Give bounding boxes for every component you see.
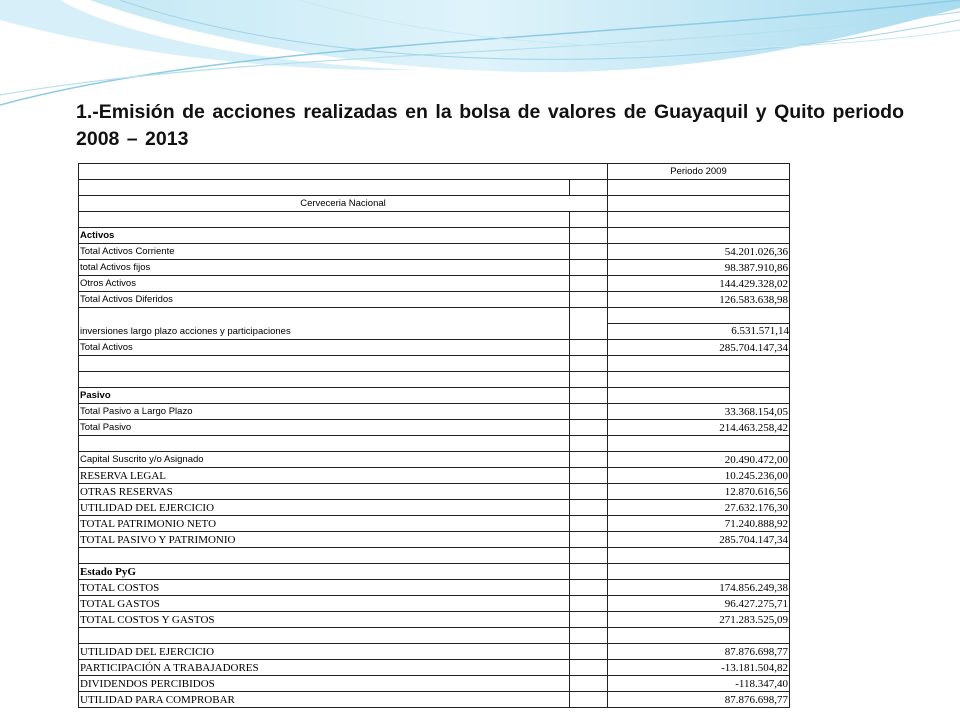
table-row	[79, 692, 790, 708]
row-value: 71.240.888,92	[608, 516, 790, 532]
row-value: 271.283.525,09	[608, 612, 790, 628]
row-label: Capital Suscrito y/o Asignado	[79, 452, 570, 468]
period-header: Periodo 2009	[608, 164, 790, 180]
row-value: 33.368.154,05	[608, 404, 790, 420]
section-estado-pyg: Estado PyG	[79, 564, 570, 580]
row-label: Total Pasivo a Largo Plazo	[79, 404, 570, 420]
company-name: Cerveceria Nacional	[79, 196, 608, 212]
table-row	[79, 276, 790, 292]
table-row	[79, 356, 790, 372]
table-row	[79, 420, 790, 436]
financial-table	[78, 163, 790, 708]
section-pasivo: Pasivo	[79, 388, 570, 404]
table-row	[79, 388, 790, 404]
table-row	[79, 548, 790, 564]
table-row	[79, 500, 790, 516]
row-label: PARTICIPACIÓN A TRABAJADORES	[79, 660, 570, 676]
table-row	[79, 468, 790, 484]
table-row	[79, 164, 790, 180]
table-row	[79, 436, 790, 452]
row-label: Total Activos Corriente	[79, 244, 570, 260]
row-value: 285.704.147,34	[608, 532, 790, 548]
slide-title: 1.-Emisión de acciones realizadas en la bolsa de valores de Guayaquil y Quito periodo 2008 – 2013	[76, 101, 904, 150]
row-label: Total Activos	[79, 340, 570, 356]
table-row	[79, 532, 790, 548]
row-label: TOTAL PATRIMONIO NETO	[79, 516, 570, 532]
row-label: UTILIDAD DEL EJERCICIO	[79, 644, 570, 660]
table-row	[79, 484, 790, 500]
table-row	[79, 212, 790, 228]
table-row	[79, 372, 790, 388]
row-value: 126.583.638,98	[608, 292, 790, 308]
row-label: Total Activos Diferidos	[79, 292, 570, 308]
row-value: 27.632.176,30	[608, 500, 790, 516]
table-row	[79, 644, 790, 660]
table-row	[79, 340, 790, 356]
row-label: RESERVA LEGAL	[79, 468, 570, 484]
row-value: 285.704.147,34	[608, 340, 790, 356]
row-value: 54.201.026,36	[608, 244, 790, 260]
table-row	[79, 676, 790, 692]
row-value: 10.245.236,00	[608, 468, 790, 484]
table-row	[79, 628, 790, 644]
row-label: Total Pasivo	[79, 420, 570, 436]
table-row	[79, 452, 790, 468]
row-label: inversiones largo plazo acciones y participaciones	[79, 308, 570, 340]
row-label: TOTAL GASTOS	[79, 596, 570, 612]
table-row	[79, 244, 790, 260]
row-value: 174.856.249,38	[608, 580, 790, 596]
row-value: 96.427.275,71	[608, 596, 790, 612]
row-label: total Activos fijos	[79, 260, 570, 276]
table-row	[79, 180, 790, 196]
row-label: OTRAS RESERVAS	[79, 484, 570, 500]
table-row	[79, 564, 790, 580]
row-value: 214.463.258,42	[608, 420, 790, 436]
table-row	[79, 660, 790, 676]
row-label: UTILIDAD DEL EJERCICIO	[79, 500, 570, 516]
table-row	[79, 260, 790, 276]
row-label: TOTAL COSTOS	[79, 580, 570, 596]
section-activos: Activos	[79, 228, 570, 244]
row-value: 6.531.571,14	[731, 325, 789, 337]
row-label: Otros Activos	[79, 276, 570, 292]
table-row	[79, 596, 790, 612]
table-row	[79, 404, 790, 420]
row-value: 12.870.616,56	[608, 484, 790, 500]
row-value: 98.387.910,86	[608, 260, 790, 276]
table-row	[79, 580, 790, 596]
table-row	[79, 196, 790, 212]
table-row	[79, 308, 790, 340]
table-row	[79, 612, 790, 628]
row-value: -118.347,40	[608, 676, 790, 692]
row-value: 20.490.472,00	[608, 452, 790, 468]
row-label: TOTAL PASIVO Y PATRIMONIO	[79, 532, 570, 548]
row-value: 87.876.698,77	[608, 644, 790, 660]
row-value: 87.876.698,77	[608, 692, 790, 708]
row-value: 144.429.328,02	[608, 276, 790, 292]
row-label: DIVIDENDOS PERCIBIDOS	[79, 676, 570, 692]
row-value: -13.181.504,82	[608, 660, 790, 676]
table-row	[79, 292, 790, 308]
row-label: UTILIDAD PARA COMPROBAR	[79, 692, 570, 708]
table-row	[79, 516, 790, 532]
table-row	[79, 228, 790, 244]
row-label: TOTAL COSTOS Y GASTOS	[79, 612, 570, 628]
